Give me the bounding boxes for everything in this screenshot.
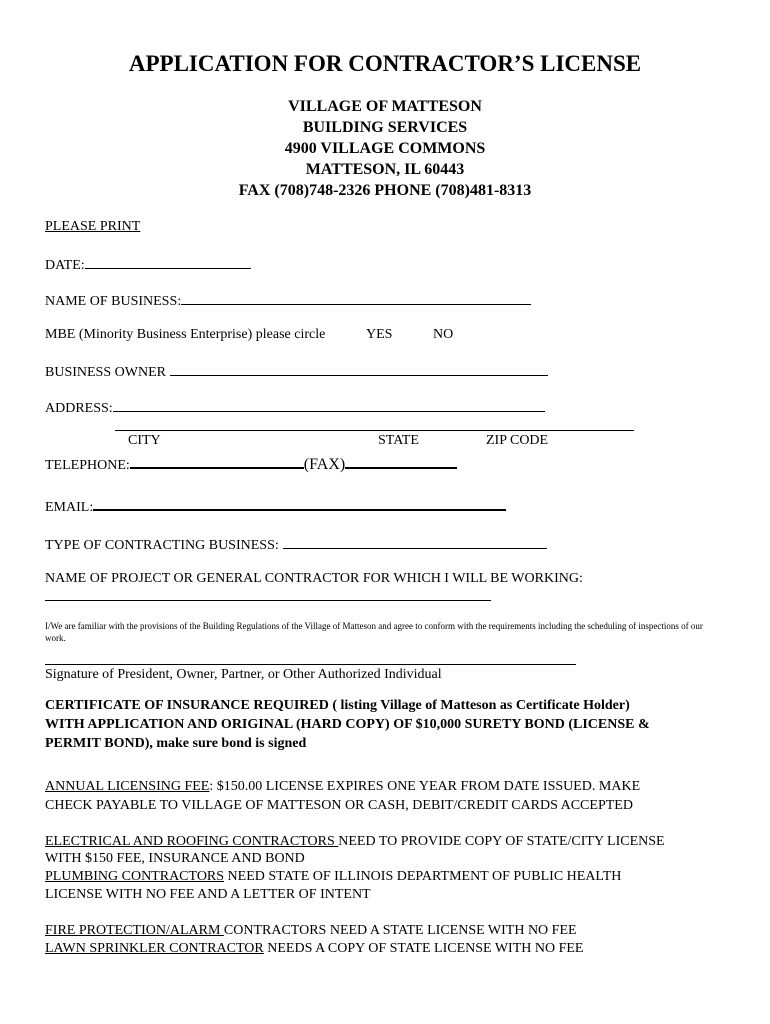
plumbing-line-1 [45,870,621,884]
telephone-input-line[interactable] [130,455,304,469]
mbe-label: MBE (Minority Business Enterprise) please circle [45,327,326,342]
fee-text: : $150.00 LICENSE EXPIRES ONE YEAR FROM DATE ISSUED. MAKE [209,779,641,794]
lawn-text: NEEDS A COPY OF STATE LICENSE WITH NO FEE [263,941,584,956]
certificate-line-2: WITH APPLICATION AND ORIGINAL (HARD COPY) OF $10,000 SURETY BOND (LICENSE & [45,717,650,732]
plumbing-line-2: LICENSE WITH NO FEE AND A LETTER OF INTENT [45,887,371,902]
electrical-line-1 [45,835,665,849]
zip-label: ZIP CODE [486,433,549,448]
state-label: STATE [378,433,419,448]
email-label: EMAIL: [45,500,94,515]
project-input-line[interactable] [45,600,491,601]
email-field [45,497,506,515]
lawn-line [45,942,583,956]
city-label: CITY [128,433,161,448]
please-print-label: PLEASE PRINT [45,219,141,234]
address-second-line[interactable] [115,430,634,431]
header-street: 4900 VILLAGE COMMONS [284,140,486,157]
fax-input-line[interactable] [345,455,457,469]
business-name-label: NAME OF BUSINESS: [45,294,182,309]
fire-line [45,924,577,938]
header-city: MATTESON, IL 60443 [305,161,465,178]
electrical-line-2: WITH $150 FEE, INSURANCE AND BOND [45,851,305,866]
plumbing-text: NEED STATE OF ILLINOIS DEPARTMENT OF PUBLIC HEALTH [224,869,622,884]
business-name-input-line[interactable] [181,292,531,305]
owner-field [45,363,548,380]
plumbing-label: PLUMBING CONTRACTORS [45,869,225,884]
fee-line-2: CHECK PAYABLE TO VILLAGE OF MATTESON OR CASH, DEBIT/CREDIT CARDS ACCEPTED [45,798,633,813]
date-input-line[interactable] [85,256,251,269]
date-field [45,256,251,273]
header-department: BUILDING SERVICES [302,119,468,136]
contracting-type-input-line[interactable] [283,536,547,549]
contracting-type-field [45,536,547,553]
agreement-text: I/We are familiar with the provisions of the Building Regulations of the Village of Matteson and agree to conform with the requirements including the scheduling of inspections of our work. [45,621,703,643]
fire-label: FIRE PROTECTION/ALARM [45,923,224,938]
mbe-yes-option[interactable]: YES [366,327,393,342]
address-label: ADDRESS: [45,401,113,416]
certificate-line-3: PERMIT BOND), make sure bond is signed [45,736,307,751]
fee-line-1 [45,780,640,794]
date-label: DATE: [45,258,85,273]
fire-text: CONTRACTORS NEED A STATE LICENSE WITH NO FEE [223,923,577,938]
mbe-field [45,328,325,342]
certificate-line-1: CERTIFICATE OF INSURANCE REQUIRED ( listing Village of Matteson as Certificate Holder) [45,698,630,713]
fax-label: (FAX) [303,456,346,473]
owner-input-line[interactable] [170,363,548,376]
address-input-line[interactable] [113,399,545,412]
contracting-type-label: TYPE OF CONTRACTING BUSINESS: [45,538,279,553]
header-contact: FAX (708)748-2326 PHONE (708)481-8313 [238,182,532,199]
email-input-line[interactable] [93,497,506,511]
mbe-no-option[interactable]: NO [433,327,454,342]
electrical-label: ELECTRICAL AND ROOFING CONTRACTORS [45,834,339,849]
header-village: VILLAGE OF MATTESON [288,98,482,115]
business-name-field [45,292,531,309]
signature-line[interactable] [45,664,576,665]
telephone-field [45,455,457,473]
fee-label: ANNUAL LICENSING FEE [45,779,210,794]
electrical-text: NEED TO PROVIDE COPY OF STATE/CITY LICENSE [338,834,665,849]
address-field [45,399,545,416]
project-label: NAME OF PROJECT OR GENERAL CONTRACTOR FOR WHICH I WILL BE WORKING: [45,571,583,586]
signature-label: Signature of President, Owner, Partner, or Other Authorized Individual [45,667,442,682]
telephone-label: TELEPHONE: [45,458,130,473]
lawn-label: LAWN SPRINKLER CONTRACTOR [45,941,264,956]
owner-label: BUSINESS OWNER [45,365,166,380]
page-title: APPLICATION FOR CONTRACTOR’S LICENSE [128,51,642,76]
